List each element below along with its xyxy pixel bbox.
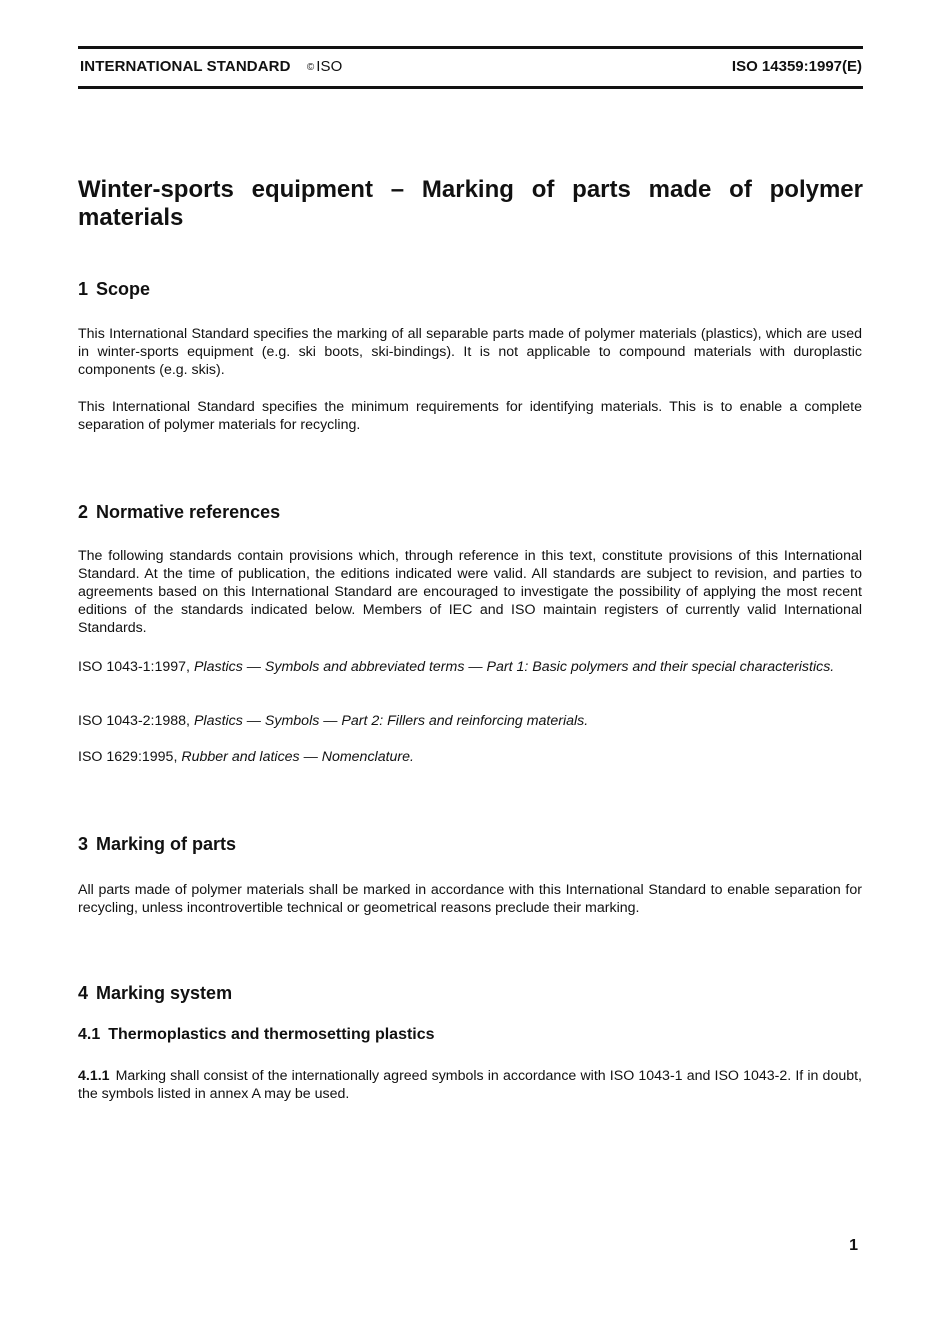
normative-intro-paragraph: The following standards contain provisions which, through reference in this text, constitute provisions of this International Standard. At the time of publication, the editions indicated were valid. All standards are subject to revision, and parties to agreements based on this International Standard are encouraged to investigate the possibility of applying the most recent editions of the standards indicated below. Members of IEC and ISO maintain registers of currently valid International Standards. (78, 548, 862, 636)
scope-paragraph-1: This International Standard specifies the marking of all separable parts made of polymer materials (plastics), which are used in winter-sports equipment (e.g. ski boots, ski-bindings). It is not applicable to compound materials with duroplastic components (e.g. skis). (78, 326, 862, 378)
header-standard-label (80, 58, 342, 75)
reference-title: Plastics — Symbols — Part 2: Fillers and reinforcing materials. (193, 713, 589, 729)
section-heading-scope (78, 279, 150, 300)
section-number: 3 (78, 834, 89, 854)
clause-4-1-1-paragraph (78, 1067, 862, 1103)
header-top-rule (78, 46, 863, 49)
reference-item (78, 658, 862, 676)
section-number: 4 (78, 983, 89, 1003)
header-copyright (307, 58, 343, 75)
section-number: 2 (78, 502, 89, 522)
subsection-heading-thermoplastics (78, 1026, 435, 1044)
reference-item (78, 712, 862, 730)
page-number: 1 (849, 1237, 858, 1254)
reference-code: ISO 1043-2:1988, (78, 713, 191, 729)
scope-paragraph-2: This International Standard specifies the minimum requirements for identifying materials. This is to enable a complete separation of polymer materials for recycling. (78, 399, 862, 433)
section-title: Marking of parts (96, 834, 237, 854)
header-doc-number: ISO 14359:1997(E) (731, 58, 862, 75)
reference-title: Rubber and latices — Nomenclature. (181, 749, 414, 765)
reference-code: ISO 1629:1995, (78, 749, 178, 765)
copyright-icon: © (306, 62, 315, 73)
marking-parts-paragraph: All parts made of polymer materials shall be marked in accordance with this International Standard to enable separation for recycling, unless incontrovertible technical or geometrical reasons preclude their marking. (78, 882, 862, 916)
header-bottom-rule (78, 86, 863, 89)
section-title: Marking system (96, 983, 233, 1003)
header-standard-text: INTERNATIONAL STANDARD (80, 58, 291, 75)
section-title: Scope (96, 279, 151, 299)
section-title: Normative references (96, 502, 281, 522)
section-heading-normative-references (78, 502, 280, 523)
section-number: 1 (78, 279, 89, 299)
subsection-title: Thermoplastics and thermosetting plastics (108, 1026, 435, 1043)
subsection-number: 4.1 (78, 1026, 101, 1043)
header-copyright-org: ISO (316, 58, 343, 75)
clause-text: Marking shall consist of the internationally agreed symbols in accordance with ISO 1043-1 and ISO 1043-2. If in doubt, the symbols listed in annex A may be used. (78, 1068, 862, 1102)
section-heading-marking-system (78, 983, 232, 1004)
section-heading-marking-of-parts (78, 834, 236, 855)
reference-code: ISO 1043-1:1997, (78, 659, 191, 675)
document-title: Winter-sports equipment – Marking of parts made of polymer materials (78, 176, 863, 231)
reference-item (78, 748, 862, 766)
clause-label: 4.1.1 (78, 1068, 110, 1084)
reference-title: Plastics — Symbols and abbreviated terms — Part 1: Basic polymers and their special characteristics. (193, 659, 835, 675)
